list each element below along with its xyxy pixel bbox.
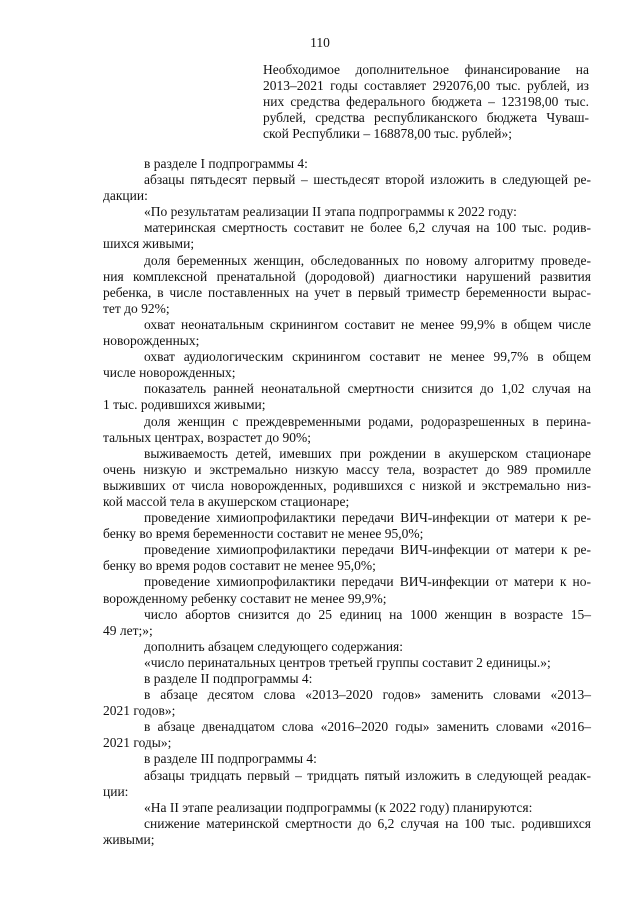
paragraph-line: доля женщин с преждевременными родами, родоразрешенных в перина- — [144, 413, 591, 429]
paragraph-line: тальных центрах, возрастет до 90%; — [103, 429, 311, 445]
paragraph-line: охват неонатальным скринингом составит не менее 99,9% в общем числе — [144, 316, 591, 332]
paragraph-line: в разделе I подпрограммы 4: — [144, 156, 308, 171]
quote-line: рублей, средства республиканского бюджета Чуваш- — [263, 110, 589, 125]
body-paragraph — [103, 253, 591, 317]
paragraph-line: очень низкую и экстремально низкую массу тела, возрастет до 989 промилле — [103, 461, 591, 477]
paragraph-line: шихся живыми; — [103, 236, 195, 252]
paragraph-line: «По результатам реализации II этапа подпрограммы к 2022 году: — [144, 204, 517, 220]
paragraph-line: ворожденному ребенку составит не менее 99,9%; — [103, 590, 387, 606]
body-paragraph — [103, 156, 591, 172]
paragraph-line: проведение химиопрофилактики передачи ВИЧ-инфекции от матери к но- — [144, 574, 591, 590]
paragraph-line: бенку во время родов составит не менее 95,0%; — [103, 558, 376, 574]
body-paragraph — [103, 204, 591, 220]
quote-line: них средства федерального бюджета – 123198,00 тыс. — [263, 94, 589, 109]
paragraph-line: в разделе III подпрограммы 4: — [144, 751, 317, 767]
body-paragraph — [103, 751, 591, 767]
paragraph-line: показатель ранней неонатальной смертности снизится до 1,02 случая на — [144, 381, 591, 397]
paragraph-line: снижение материнской смертности до 6,2 случая на 100 тыс. родившихся — [144, 815, 591, 831]
financing-quote-block — [263, 62, 589, 142]
body-paragraph — [103, 381, 591, 413]
body-paragraph — [103, 446, 591, 510]
body-paragraph — [103, 349, 591, 381]
body-paragraph — [103, 671, 591, 687]
paragraph-line: числе новорожденных; — [103, 365, 236, 381]
paragraph-line: 2021 годов»; — [103, 703, 176, 719]
paragraph-line: живыми; — [103, 831, 155, 847]
paragraph-line: дакции: — [103, 188, 148, 204]
body-paragraph — [103, 768, 591, 800]
body-paragraph — [103, 317, 591, 349]
paragraph-line: «На II этапе реализации подпрограммы (к 2022 году) планируются: — [144, 799, 533, 815]
paragraph-line: кой массой тела в акушерском стационаре; — [103, 493, 350, 509]
body-paragraph — [103, 719, 591, 751]
quote-line: ской Республики – 168878,00 тыс. рублей»; — [263, 126, 513, 141]
body-paragraph — [103, 800, 591, 816]
paragraph-line: в абзаце десятом слова «2013–2020 годов» заменить словами «2013– — [144, 687, 591, 703]
paragraph-line: проведение химиопрофилактики передачи ВИЧ-инфекции от матери к ре- — [144, 510, 591, 526]
paragraph-line: 2021 годы»; — [103, 735, 172, 751]
paragraph-line: тет до 92%; — [103, 300, 170, 316]
paragraph-line: выживаемость детей, имевших при рождении в акушерском стационаре — [144, 445, 591, 461]
paragraph-line: в абзаце двенадцатом слова «2016–2020 годы» заменить словами «2016– — [144, 719, 591, 735]
body-paragraph — [103, 607, 591, 639]
body-paragraph — [103, 639, 591, 655]
body-paragraph — [103, 172, 591, 204]
paragraph-line: выживших от числа новорожденных, родившихся с низкой и экстремально низ- — [103, 477, 591, 493]
paragraph-line: абзацы тридцать первый – тридцать пятый изложить в следующей реадак- — [144, 767, 591, 783]
paragraph-line: ции: — [103, 783, 129, 799]
quote-line: Необходимое дополнительное финансирование на — [263, 62, 589, 77]
body-paragraph — [103, 816, 591, 848]
document-body — [103, 156, 591, 848]
body-paragraph — [103, 510, 591, 542]
body-paragraph — [103, 655, 591, 671]
paragraph-line: 1 тыс. родившихся живыми; — [103, 397, 266, 413]
paragraph-line: в разделе II подпрограммы 4: — [144, 671, 313, 686]
paragraph-line: абзацы пятьдесят первый – шестьдесят второй изложить в следующей ре- — [144, 172, 591, 188]
body-paragraph — [103, 542, 591, 574]
paragraph-line: новорожденных; — [103, 333, 200, 349]
paragraph-line: охват аудиологическим скринингом составит не менее 99,7% в общем — [144, 349, 591, 365]
body-paragraph — [103, 574, 591, 606]
body-paragraph — [103, 687, 591, 719]
paragraph-line: ния комплексной пренатальной (дородовой) диагностики нарушений развития — [103, 268, 591, 284]
paragraph-line: число абортов снизится до 25 единиц на 1000 женщин в возрасте 15– — [144, 606, 591, 622]
paragraph-line: «число перинатальных центров третьей группы составит 2 единицы.»; — [144, 654, 551, 670]
paragraph-line: проведение химиопрофилактики передачи ВИЧ-инфекции от матери к ре- — [144, 542, 591, 558]
quote-line: 2013–2021 годы составляет 292076,00 тыс. рублей, из — [263, 78, 589, 93]
body-paragraph — [103, 220, 591, 252]
body-paragraph — [103, 414, 591, 446]
paragraph-line: ребенка, в числе поставленных на учет в первый триместр беременности вырас- — [103, 284, 591, 300]
paragraph-line: бенку во время беременности составит не менее 95,0%; — [103, 526, 424, 542]
paragraph-line: доля беременных женщин, обследованных по новому алгоритму проведе- — [144, 252, 591, 268]
quote-paragraph — [263, 62, 589, 142]
paragraph-line: материнская смертность составит не более 6,2 случая на 100 тыс. родив- — [144, 220, 591, 236]
paragraph-line: дополнить абзацем следующего содержания: — [144, 638, 404, 654]
page-number: 110 — [310, 35, 330, 50]
paragraph-line: 49 лет;»; — [103, 622, 153, 638]
